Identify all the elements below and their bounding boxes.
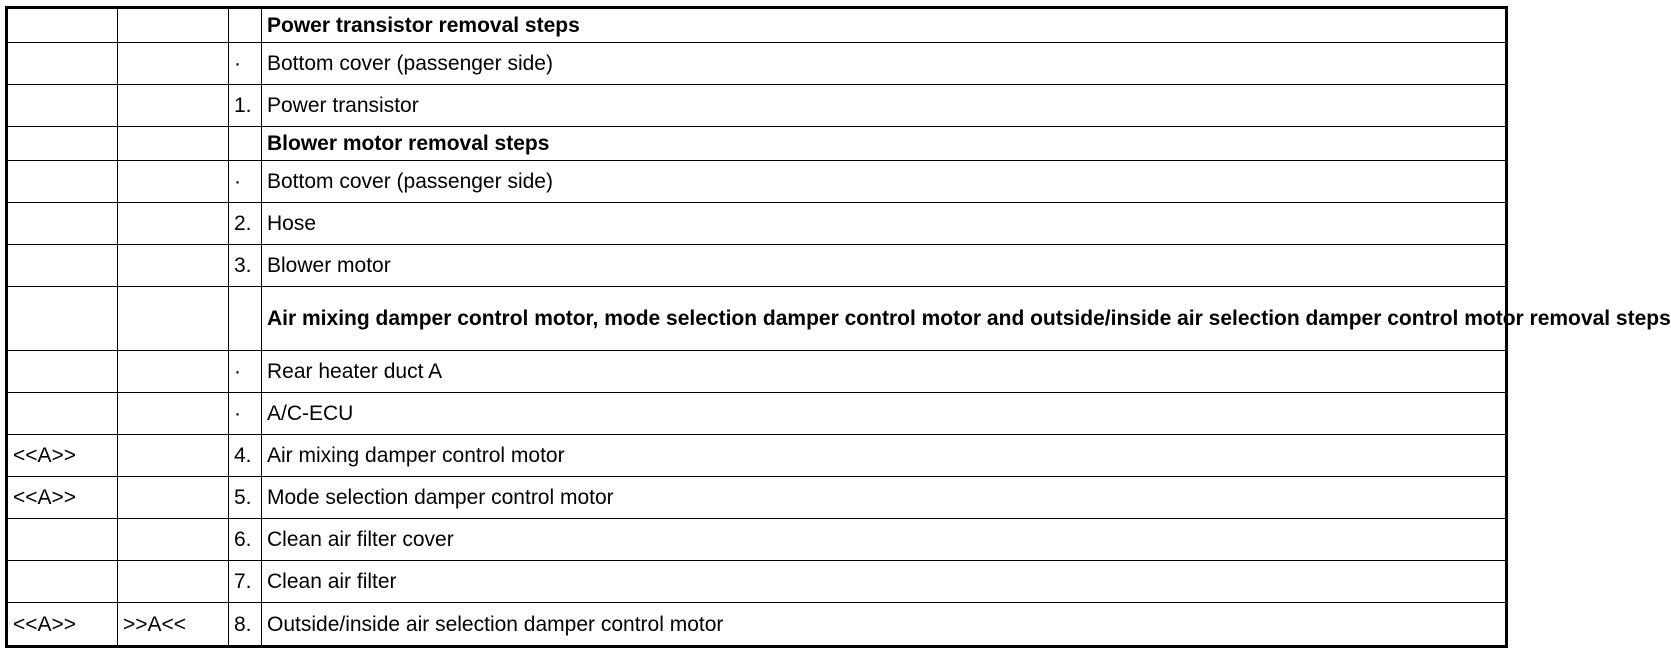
installation-note-cell <box>7 393 118 435</box>
table-row <box>7 161 1507 203</box>
step-description: Air mixing damper control motor <box>262 435 1507 477</box>
table-row-damper-motors-heading <box>7 287 1507 351</box>
step-number-cell: 8. <box>229 603 262 647</box>
section-heading: Blower motor removal steps <box>262 127 1507 161</box>
step-number-cell: · <box>229 351 262 393</box>
step-number-cell: 5. <box>229 477 262 519</box>
step-description: Mode selection damper control motor <box>262 477 1507 519</box>
section-heading: Power transistor removal steps <box>262 8 1507 43</box>
installation-note-cell <box>7 287 118 351</box>
table-row <box>7 477 1507 519</box>
table-row-blower-motor-heading <box>7 127 1507 161</box>
table-row <box>7 561 1507 603</box>
removal-note-cell <box>118 43 229 85</box>
removal-note-cell <box>118 245 229 287</box>
installation-note-cell: <<A>> <box>7 477 118 519</box>
step-number-cell: 3. <box>229 245 262 287</box>
step-description: Bottom cover (passenger side) <box>262 161 1507 203</box>
step-number-cell: · <box>229 161 262 203</box>
installation-note-cell <box>7 561 118 603</box>
removal-note-cell <box>118 477 229 519</box>
step-number-cell: · <box>229 43 262 85</box>
removal-note-cell <box>118 8 229 43</box>
removal-steps-table <box>5 6 1671 648</box>
step-description: Bottom cover (passenger side) <box>262 43 1507 85</box>
step-number-cell: 7. <box>229 561 262 603</box>
table-row <box>7 435 1507 477</box>
step-number-cell: · <box>229 393 262 435</box>
removal-note-cell <box>118 203 229 245</box>
step-description: Rear heater duct A <box>262 351 1507 393</box>
installation-note-cell <box>7 43 118 85</box>
table-row <box>7 203 1507 245</box>
installation-note-cell <box>7 8 118 43</box>
step-description: Outside/inside air selection damper control motor <box>262 603 1507 647</box>
step-number-cell <box>229 127 262 161</box>
table-row <box>7 43 1507 85</box>
step-description: Blower motor <box>262 245 1507 287</box>
table-row <box>7 603 1507 647</box>
installation-note-cell <box>7 127 118 161</box>
installation-note-cell <box>7 519 118 561</box>
removal-note-cell <box>118 127 229 161</box>
installation-note-cell <box>7 85 118 127</box>
table-row <box>7 393 1507 435</box>
step-description: Power transistor <box>262 85 1507 127</box>
table-row <box>7 351 1507 393</box>
removal-note-cell <box>118 85 229 127</box>
removal-note-cell <box>118 351 229 393</box>
step-description: Clean air filter <box>262 561 1507 603</box>
removal-note-cell <box>118 519 229 561</box>
step-number-cell: 6. <box>229 519 262 561</box>
installation-note-cell: <<A>> <box>7 603 118 647</box>
removal-note-cell <box>118 435 229 477</box>
step-description: A/C-ECU <box>262 393 1507 435</box>
installation-note-cell <box>7 245 118 287</box>
removal-note-cell <box>118 393 229 435</box>
table-row <box>7 519 1507 561</box>
table-row <box>7 85 1507 127</box>
step-number-cell: 2. <box>229 203 262 245</box>
installation-note-cell: <<A>> <box>7 435 118 477</box>
installation-note-cell <box>7 203 118 245</box>
step-number-cell: 4. <box>229 435 262 477</box>
table-row <box>7 245 1507 287</box>
installation-note-cell <box>7 161 118 203</box>
step-description: Clean air filter cover <box>262 519 1507 561</box>
installation-note-cell <box>7 351 118 393</box>
table-row-power-transistor-heading <box>7 8 1507 43</box>
step-number-cell <box>229 287 262 351</box>
step-number-cell: 1. <box>229 85 262 127</box>
step-description: Hose <box>262 203 1507 245</box>
removal-note-cell: >>A<< <box>118 603 229 647</box>
step-number-cell <box>229 8 262 43</box>
removal-note-cell <box>118 561 229 603</box>
removal-note-cell <box>118 287 229 351</box>
removal-note-cell <box>118 161 229 203</box>
section-heading: Air mixing damper control motor, mode selection damper control motor and outside/inside air selection damper control motor removal steps <box>262 287 1507 351</box>
